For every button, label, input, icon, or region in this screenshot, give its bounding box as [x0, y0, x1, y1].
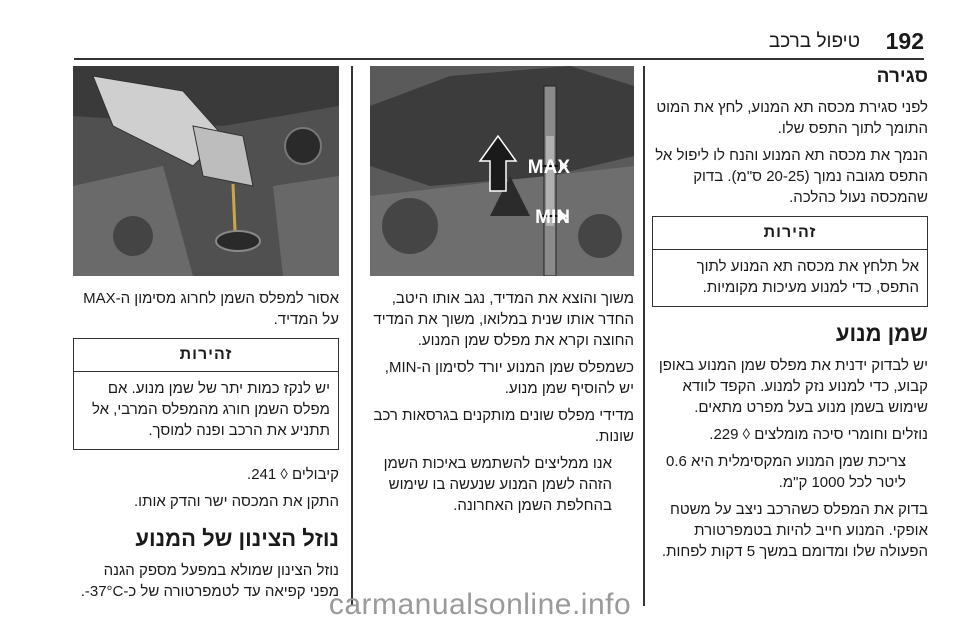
- paragraph: כשמפלס שמן המנוע יורד לסימון ה-MIN, יש להוסיף שמן מנוע.: [384, 359, 634, 397]
- caution-box: [73, 338, 339, 450]
- dipstick-illustration: [370, 66, 634, 276]
- caution-text: יש לנקז כמות יתר של שמן מנוע. אם מפלס השמן חורג מהמפלס המרבי, אל תתניע את הרכב ופנה למוסך.: [91, 380, 330, 439]
- oil-filling-illustration: [73, 66, 339, 276]
- paragraph: אסור למפלס השמן לחרוג מסימון ה-MAX על המדיד.: [83, 290, 339, 328]
- column-divider: [351, 66, 353, 606]
- column-left: [73, 66, 339, 608]
- paragraph: התקן את המכסה ישר והדק אותו.: [134, 493, 339, 510]
- caution-box: [652, 216, 928, 307]
- label-min: MIN: [535, 207, 570, 228]
- column-right: [652, 66, 928, 568]
- paragraph: הנמך את מכסה תא המנוע והנח לו ליפול אל התפס מגובה נמוך (20-25 ס"מ). בדוק שהמכסה נעול כהלכה.: [655, 147, 928, 206]
- label-max: MAX: [527, 157, 570, 178]
- paragraph: נוזל הצינון שמולא במפעל מספק הגנה מפני קפיאה עד לטמפרטורה של כ-37°C-.: [80, 562, 339, 600]
- section-title-closing: סגירה: [876, 66, 928, 87]
- paragraph: בדוק את המפלס כשהרכב ניצב על משטח אופקי. המנוע חייב להיות בטמפרטורת הפעולה שלו ומדומם במשך 5 דקות לפחות.: [661, 501, 928, 560]
- paragraph: לפני סגירת מכסה תא המנוע, לחץ את המוט התומך לתוך התפס שלו.: [656, 99, 928, 137]
- column-middle: [370, 66, 634, 522]
- page-number: 192: [885, 28, 924, 54]
- page-title: טיפול ברכב: [768, 31, 860, 52]
- note-paragraph: אנו ממליצים להשתמש באיכות השמן הזהה לשמן המנוע שנעשה בו שימוש בהחלפת השמן האחרונה.: [383, 455, 612, 514]
- paragraph: יש לבדוק ידנית את מפלס שמן המנוע באופן קבוע, כדי למנוע נזק למנוע. הקפד לוודא שימוש בשמן מנוע בעל מפרט מתאים.: [658, 357, 928, 416]
- paragraph: מדידי מפלס שונים מותקנים בגרסאות רכב שונות.: [373, 407, 634, 445]
- section-title-engine-oil: שמן מנוע: [835, 321, 928, 346]
- paragraph: משוך והוצא את המדיד, נגב אותו היטב, החדר אותו שנית במלואו, משוך את המדיד החוצה וקרא את מפלס שמן המנוע.: [373, 290, 634, 349]
- caution-heading: זהירות: [653, 217, 927, 250]
- watermark-text: carmanualsonline.info: [328, 588, 632, 621]
- oil-filling-photo: [73, 66, 339, 276]
- header-rule: [74, 58, 924, 60]
- paragraph: נוזלים וחומרי סיכה מומלצים ◊ 229.: [709, 426, 928, 443]
- dipstick-photo: [370, 66, 634, 276]
- column-divider: [643, 66, 645, 606]
- page-header: [0, 0, 960, 56]
- section-title-coolant: נוזל הצינון של המנוע: [135, 526, 339, 551]
- caution-heading: זהירות: [74, 339, 338, 372]
- caution-text: אל תלחץ את מכסה תא המנוע לתוך התפס, כדי למנוע מעיכות מקומיות.: [696, 258, 919, 296]
- paragraph: קיבולים ◊ 241.: [247, 466, 339, 483]
- paragraph: צריכת שמן המנוע המקסימלית היא 0.6 ליטר לכל 1000 ק"מ.: [666, 453, 906, 491]
